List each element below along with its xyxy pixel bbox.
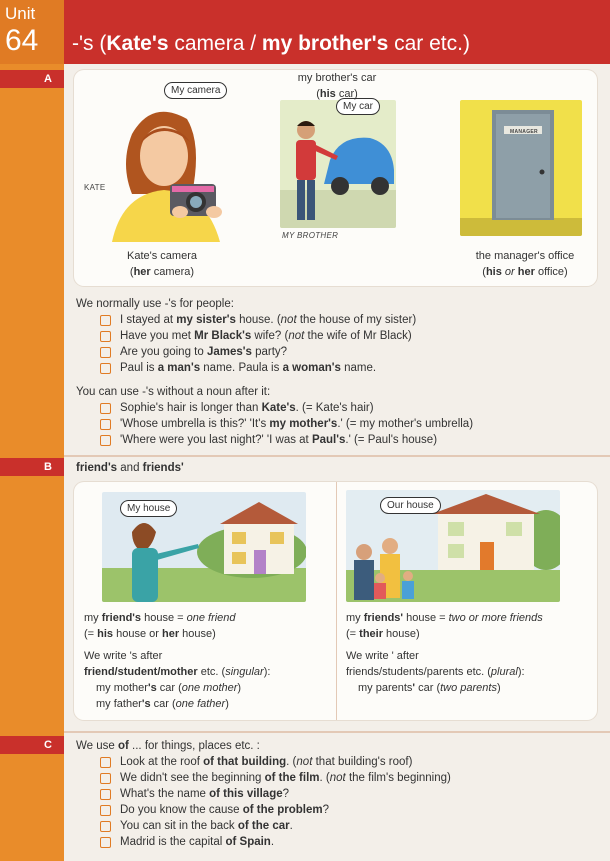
text: ... for things, places etc. : (128, 740, 260, 752)
section-a-picture-panel (74, 70, 597, 286)
caption-bold: her (133, 266, 151, 278)
unit-number: 64 (5, 24, 39, 57)
title-part-bold: my brother's (261, 32, 389, 55)
caption-line: my brother's car (297, 72, 377, 84)
text-bold: 's (147, 682, 157, 694)
text: (= (84, 628, 98, 640)
text: house) (383, 628, 420, 640)
text: friends/students/parents (346, 666, 464, 678)
text: house or (113, 628, 162, 640)
example-text: ? (322, 804, 330, 816)
our-house-speech-bubble: Our house (380, 497, 441, 514)
caption-rest: office) (534, 266, 568, 278)
section-a-intro-2: You can use -'s without a noun after it: (76, 386, 271, 398)
section-b-heading (76, 460, 184, 476)
text: my parents (358, 682, 413, 694)
example-text: name. Paula is (200, 362, 283, 374)
example-text: Do you know the cause (120, 804, 243, 816)
example-bold: of that building (203, 756, 287, 768)
caption-bold: his (485, 266, 502, 278)
text: my (346, 612, 364, 624)
text-italic: two or more friends (448, 612, 543, 624)
text: ): (517, 666, 525, 678)
text-italic: plural (490, 666, 518, 678)
example-text: Have you met (120, 330, 195, 342)
text: car ( (150, 698, 176, 710)
example-text: We didn't see the beginning (120, 772, 265, 784)
text-italic: one father (175, 698, 226, 710)
example-item (120, 754, 412, 770)
example-item (120, 432, 437, 448)
section-tab-b: B (0, 458, 64, 476)
text: my mother (96, 682, 148, 694)
caption-line: (his or her office) (482, 266, 568, 278)
example-text: house. ( (235, 314, 281, 326)
example-text: Sophie's hair is longer than (120, 402, 262, 414)
caption-or: or (501, 266, 518, 278)
example-bold: of Spain (225, 836, 271, 848)
section-a-intro-1: We normally use -'s for people: (76, 298, 234, 310)
example-bold: of the car (237, 820, 290, 832)
example-item (120, 770, 451, 786)
text: ): (263, 666, 271, 678)
caption-line: (his car) (316, 88, 358, 100)
text-bold: friends' (363, 612, 404, 624)
singular-example-2 (96, 696, 229, 712)
example-item (120, 416, 473, 432)
text-italic: one friend (186, 612, 236, 624)
example-italic: not (329, 772, 346, 784)
section-b-rule (64, 455, 610, 457)
example-item (120, 312, 416, 328)
example-bold: Kate's (261, 402, 296, 414)
example-text: the wife of Mr Black) (304, 330, 412, 342)
example-bold: a woman's (282, 362, 341, 374)
friends-house-illustration (346, 490, 560, 602)
title-part-bold: Kate's (106, 32, 169, 55)
example-text: ? (282, 788, 290, 800)
singular-example-1 (96, 680, 241, 696)
example-text: . ( (319, 772, 330, 784)
plural-nouns (346, 664, 525, 680)
example-bold: my sister's (176, 314, 236, 326)
friends-singular-line1 (84, 610, 236, 626)
example-item (120, 802, 329, 818)
text: my (84, 612, 102, 624)
example-bold: Paul's (311, 434, 346, 446)
kate-speech-bubble: My camera (164, 82, 227, 99)
example-item (120, 818, 293, 834)
text-bold: ' (412, 682, 416, 694)
text-bold: friend's (101, 612, 142, 624)
example-bold: of the film (264, 772, 320, 784)
section-c-rule (64, 731, 610, 733)
example-bold: my mother's (269, 418, 338, 430)
example-text: . (289, 820, 293, 832)
example-text: Are you going to (120, 346, 207, 358)
caption-managers-office (460, 248, 590, 280)
example-text: I stayed at (120, 314, 177, 326)
example-bold: of this village (209, 788, 283, 800)
example-item (120, 834, 274, 850)
section-c-intro (76, 738, 260, 754)
heading-bold: friends' (142, 462, 184, 474)
friends-singular-line2 (84, 626, 216, 642)
plural-example-1 (358, 680, 501, 696)
title-part: camera / (168, 32, 262, 55)
panel-divider (336, 482, 337, 720)
text: house = (141, 612, 187, 624)
example-text: Madrid is the capital (120, 836, 226, 848)
brother-label: MY BROTHER (282, 231, 339, 240)
caption-line: Kate's camera (127, 250, 197, 262)
example-text: 'Whose umbrella is this?' 'It's (120, 418, 270, 430)
text-italic: one mother (181, 682, 238, 694)
example-text: Paul is (120, 362, 158, 374)
example-text: . ( (286, 756, 297, 768)
section-tab-a: A (0, 70, 64, 88)
example-bold: a man's (157, 362, 201, 374)
example-text: . (= Kate's hair) (295, 402, 374, 414)
text: house) (179, 628, 216, 640)
singular-nouns (84, 664, 270, 680)
text: etc. ( (197, 666, 226, 678)
singular-rule: We write 's after (84, 650, 163, 662)
example-text: that building's roof) (312, 756, 413, 768)
caption-brothers-car (272, 70, 402, 102)
example-text: 'Where were you last night?' 'I was at (120, 434, 312, 446)
caption-line: (her camera) (129, 266, 195, 278)
example-text: .' (= my mother's umbrella) (337, 418, 474, 430)
title-part: -'s ( (72, 32, 107, 55)
caption-bold: her (517, 266, 535, 278)
text-bold: his (97, 628, 114, 640)
friends-plural-line1 (346, 610, 543, 626)
office-door-sign: MANAGER (510, 129, 538, 135)
example-bold: Mr Black's (194, 330, 252, 342)
heading-text: and (117, 462, 143, 474)
unit-word: Unit (5, 4, 36, 23)
kate-illustration (92, 94, 250, 242)
text-bold: friend/student/mother (84, 666, 198, 678)
example-italic: not (296, 756, 313, 768)
section-b-panel (74, 482, 597, 720)
kate-label: KATE (84, 183, 106, 192)
text: house = (403, 612, 449, 624)
example-item (120, 400, 374, 416)
text-bold: of (117, 740, 129, 752)
example-text: the film's beginning) (345, 772, 451, 784)
example-item (120, 786, 289, 802)
text: car ( (156, 682, 182, 694)
caption-line: the manager's office (475, 250, 575, 262)
example-italic: not (280, 314, 297, 326)
text: ) (496, 682, 501, 694)
page-title (72, 32, 470, 56)
text: my father (96, 698, 142, 710)
caption-bold: his (319, 88, 336, 100)
example-bold: of the problem (242, 804, 323, 816)
text: We use (76, 740, 118, 752)
example-text: .' (= Paul's house) (345, 434, 438, 446)
office-door-illustration (460, 100, 582, 236)
section-tab-c: C (0, 736, 64, 754)
left-margin-strip (0, 0, 64, 861)
brother-speech-bubble: My car (336, 98, 380, 115)
friends-plural-line2 (346, 626, 420, 642)
example-text: the house of my sister) (296, 314, 417, 326)
caption-rest: camera) (150, 266, 195, 278)
example-item (120, 344, 287, 360)
example-item (120, 360, 376, 376)
caption-kates-camera (102, 248, 222, 280)
text: ) (237, 682, 242, 694)
text-bold: their (359, 628, 383, 640)
text: etc. ( (463, 666, 491, 678)
example-bold: James's (206, 346, 252, 358)
text: ) (225, 698, 229, 710)
example-item (120, 328, 412, 344)
example-text: What's the name (120, 788, 210, 800)
example-text: wife? ( (251, 330, 289, 342)
example-text: You can sit in the back (120, 820, 238, 832)
example-text: party? (251, 346, 288, 358)
heading-bold: friend's (76, 462, 118, 474)
title-part: car etc.) (388, 32, 470, 55)
plural-rule: We write ' after (346, 650, 419, 662)
text: car ( (415, 682, 441, 694)
caption-rest: car) (335, 88, 358, 100)
example-text: Look at the roof (120, 756, 204, 768)
text-bold: 's (141, 698, 151, 710)
unit-box (0, 0, 64, 64)
text-italic: singular (225, 666, 264, 678)
example-text: name. (340, 362, 377, 374)
example-italic: not (288, 330, 305, 342)
my-house-speech-bubble: My house (120, 500, 177, 517)
unit-header (0, 0, 610, 64)
text-italic: two parents (440, 682, 497, 694)
text-bold: her (161, 628, 180, 640)
example-text: . (270, 836, 275, 848)
text: (= (346, 628, 360, 640)
brother-illustration (280, 100, 396, 228)
